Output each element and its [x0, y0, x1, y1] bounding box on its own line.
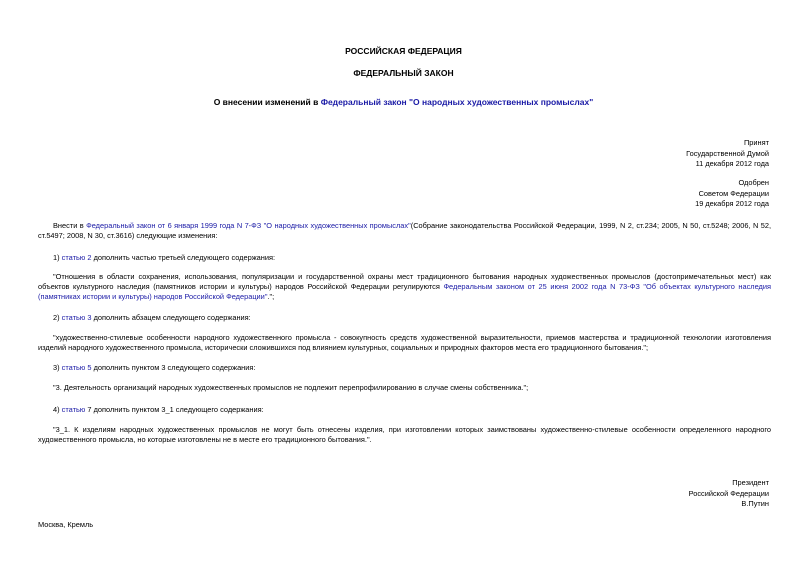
signature-line3: В.Путин — [741, 499, 769, 508]
item-3-link[interactable]: статью 5 — [61, 363, 92, 372]
doc-title — [0, 97, 807, 107]
adopted-line1: Принят — [743, 138, 769, 147]
signature-line2: Российской Федерации — [688, 488, 769, 498]
item-1-num: 1) — [53, 253, 62, 262]
item-1-link[interactable]: статью 2 — [61, 253, 92, 262]
quote-1-text: "Отношения в области сохранения, использования, популяризации и государственной охраны мест традиционного бытования народных художественных промыслов (достопримечательных мест) как объектов культурного наследия (памятников истории и культуры) народов Российской Федерации регулируются — [38, 272, 771, 292]
doc-type-heading: ФЕДЕРАЛЬНЫЙ ЗАКОН — [353, 68, 454, 78]
adopted-block — [686, 138, 769, 170]
item-3-text: дополнить пунктом 3 следующего содержания: — [91, 363, 256, 372]
item-4 — [38, 405, 771, 415]
item-4-link[interactable]: статью — [61, 405, 86, 414]
approved-line1: Одобрен — [738, 178, 769, 187]
quote-1-end: ."; — [267, 292, 275, 302]
title-prefix: О внесении изменений в — [213, 97, 321, 107]
item-2 — [38, 313, 771, 323]
approved-line3: 19 декабря 2012 года — [695, 199, 769, 208]
adopted-line3: 11 декабря 2012 года — [695, 159, 769, 168]
item-2-text: дополнить абзацем следующего содержания: — [91, 313, 251, 322]
adopted-line2: Государственной Думой — [686, 148, 769, 158]
item-1-text: дополнить частью третьей следующего содержания: — [91, 253, 276, 262]
item-3-num: 3) — [53, 363, 62, 372]
item-3 — [38, 363, 771, 373]
quote-3-text: "3. Деятельность организаций народных художественных промыслов не подлежит перепрофилированию в случае смены собственника."; — [53, 383, 529, 392]
signature-line1: Президент — [732, 478, 769, 487]
quote-4-text: "3_1. К изделиям народных художественных промыслов не могут быть отнесены изделия, при изготовлении которых заимствованы художественно-стилевые особенности определенного народного художественного промысла, но которые изготовлены не в месте его традиционного бытования.". — [38, 425, 771, 445]
item-2-num: 2) — [53, 313, 62, 322]
title-law-link[interactable]: Федеральный закон "О народных художественных промыслах" — [320, 97, 594, 107]
country-heading: РОССИЙСКАЯ ФЕДЕРАЦИЯ — [345, 46, 462, 56]
quote-4 — [38, 425, 771, 445]
item-4-num: 4) — [53, 405, 62, 414]
quote-2 — [38, 333, 771, 353]
approved-line2: Советом Федерации — [698, 188, 769, 198]
item-4-text: 7 дополнить пунктом 3_1 следующего содержания: — [85, 405, 264, 414]
item-1 — [38, 253, 771, 263]
quote-1 — [38, 272, 771, 303]
place-of-signing: Москва, Кремль — [38, 520, 94, 529]
signature-block — [689, 478, 769, 510]
intro-suffix: (Собрание законодательства Российской Федерации, 1999, N 2, ст.234; 2005, N 50, ст.5248; 2006, N 52, ст.5497; 2008, N 30, ст.3616) следующие изменения: — [38, 221, 771, 241]
quote-1-link[interactable]: Федеральным законом от 25 июня 2002 года N 73-ФЗ "Об объектах культурного наследия (памятниках истории и культуры) народов Российской Федерации" — [38, 282, 771, 302]
approved-block — [695, 178, 769, 210]
item-2-link[interactable]: статью 3 — [61, 313, 92, 322]
intro-law-link[interactable]: Федеральный закон от 6 января 1999 года N 7-ФЗ "О народных художественных промыслах" — [86, 221, 411, 230]
quote-3 — [38, 383, 771, 393]
intro-paragraph — [38, 221, 771, 241]
quote-2-text: "художественно-стилевые особенности народного художественного промысла - совокупность средств художественной выразительности, приемов мастерства и традиционной технологии изготовления изделий народного художественного промысла, исторически сложившихся под влиянием культурных, социальных и природных факторов места его традиционного бытования."; — [38, 333, 771, 353]
intro-prefix: Внести в — [53, 221, 87, 230]
